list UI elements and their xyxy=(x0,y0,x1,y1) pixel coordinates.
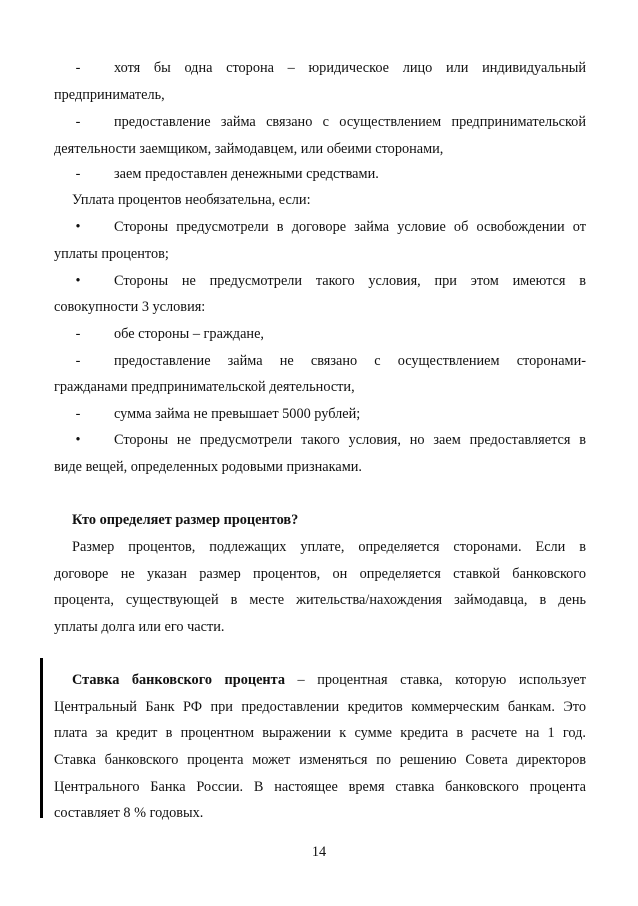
answer-line: Размер процентов, подлежащих уплате, определяется сторонами. Если в xyxy=(72,539,586,555)
rate-lead-rest: – процентная ставка, которую использует xyxy=(285,672,587,688)
list-item xyxy=(54,59,586,77)
list-item-text: Стороны не предусмотрели такого условия, при этом имеются в xyxy=(114,273,586,289)
list-item-continuation: уплаты процентов; xyxy=(54,246,169,262)
list-item xyxy=(54,431,586,449)
dash-marker: - xyxy=(75,166,81,182)
rate-line xyxy=(72,671,586,689)
dash-marker: - xyxy=(75,60,81,76)
list-item xyxy=(54,405,586,423)
bullet-marker: • xyxy=(75,273,81,289)
dash-marker: - xyxy=(75,353,81,369)
list-item-text: заем предоставлен денежными средствами. xyxy=(114,166,379,182)
list-item-text: предоставление займа связано с осуществлением предпринимательской xyxy=(114,114,586,130)
list-item xyxy=(54,325,586,343)
rate-line: Центральный Банк РФ при предоставлении кредитов коммерческим банкам. Это xyxy=(54,699,586,715)
list-item xyxy=(54,352,586,370)
answer-line: процента, существующей в месте жительства/нахождения займодавца, в день xyxy=(54,592,586,608)
rate-line: составляет 8 % годовых. xyxy=(54,805,204,821)
section-question: Кто определяет размер процентов? xyxy=(72,512,299,528)
rate-term: Ставка банковского процента xyxy=(72,672,286,688)
list-item-text: сумма займа не превышает 5000 рублей; xyxy=(114,406,361,422)
rate-line: Ставка банковского процента может изменяться по решению Совета директоров xyxy=(54,752,586,768)
list-item-continuation: деятельности заемщиком, займодавцем, или обеими сторонами, xyxy=(54,141,444,157)
rate-line: Центрального Банка России. В настоящее время ставка банковского процента xyxy=(54,779,586,795)
list-item-continuation: виде вещей, определенных родовыми признаками. xyxy=(54,459,362,475)
list-item-text: Стороны не предусмотрели такого условия, но заем предоставляется в xyxy=(114,432,586,448)
dash-marker: - xyxy=(75,406,81,422)
rate-line: плата за кредит в процентном выражении к сумме кредита в расчете на 1 год. xyxy=(54,725,586,741)
bullet-marker: • xyxy=(75,219,81,235)
list-item xyxy=(54,218,586,236)
list-item-continuation: совокупности 3 условия: xyxy=(54,299,206,315)
paragraph-intro: Уплата процентов необязательна, если: xyxy=(72,192,311,208)
answer-line: уплаты долга или его части. xyxy=(54,619,225,635)
list-item-text: хотя бы одна сторона – юридическое лицо или индивидуальный xyxy=(114,60,586,76)
revision-bar xyxy=(40,658,43,818)
list-item-text: обе стороны – граждане, xyxy=(114,326,264,342)
list-item xyxy=(54,165,586,183)
list-item-text: Стороны предусмотрели в договоре займа условие об освобождении от xyxy=(114,219,586,235)
list-item-continuation: предприниматель, xyxy=(54,87,165,103)
answer-line: договоре не указан размер процентов, он определяется ставкой банковского xyxy=(54,566,586,582)
page-number: 14 xyxy=(311,844,327,860)
list-item-text: предоставление займа не связано с осуществлением сторонами- xyxy=(114,353,586,369)
dash-marker: - xyxy=(75,114,81,130)
bullet-marker: • xyxy=(75,432,81,448)
list-item xyxy=(54,113,586,131)
list-item-continuation: гражданами предпринимательской деятельности, xyxy=(54,379,355,395)
dash-marker: - xyxy=(75,326,81,342)
list-item xyxy=(54,272,586,290)
